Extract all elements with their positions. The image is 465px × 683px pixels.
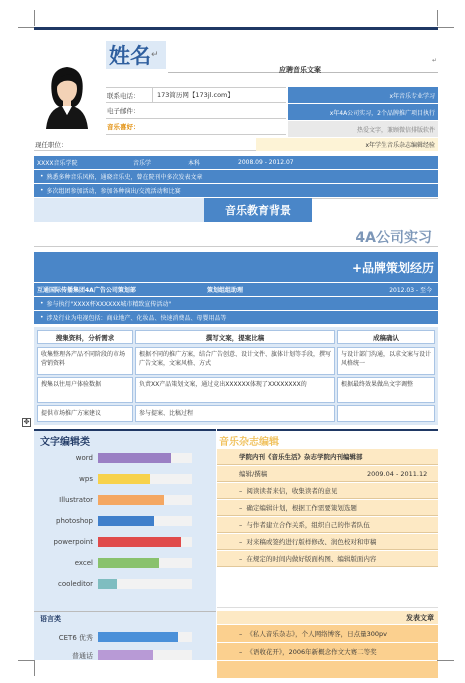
table-cell: 参与提案、比稿过程: [135, 405, 335, 422]
table-header: 搜集资料，分析需求: [37, 330, 133, 344]
crop-mark: [438, 660, 454, 661]
pub-item: – 《语收花开》，2006年新概念作文大赛二等奖: [217, 643, 438, 660]
skill-label: word: [75, 454, 93, 462]
edu-item-1: • 熟悉多种音乐风格，通晓音乐史，曾在院刊中多次发表文章: [34, 170, 438, 183]
magazine-item: – 在规定的时间内做好版面构图、编辑版面内容: [217, 551, 438, 567]
edu-school: XXXX音乐学院: [37, 160, 78, 167]
table-header: 撰写文案，提案比稿: [135, 330, 335, 344]
magazine-title: 音乐杂志编辑: [219, 437, 279, 448]
magazine-item: – 阅读读者来信，收集读者的意见: [217, 483, 438, 499]
internship-table: [34, 327, 438, 425]
skill-bar-fill: [98, 632, 178, 642]
pub-title: 发表文章: [217, 611, 438, 624]
hobby-label: 音乐喜好：: [107, 123, 140, 131]
edu-period: 2008.09 - 2012.07: [238, 159, 294, 166]
name-text: 姓名: [109, 44, 151, 68]
magazine-role: 编辑/撰稿: [239, 470, 268, 478]
magazine-period: 2009.04 - 2011.12: [367, 469, 428, 478]
table-cell: 与设计部门沟通，以求文案与设计风格统一: [337, 347, 435, 375]
skill-bar-fill: [98, 537, 181, 547]
education-title-row: [34, 198, 438, 222]
magazine-item: – 与作者建立合作关系，组织自己的作者队伍: [217, 517, 438, 533]
table-cell: 根据最终效果做出文字调整: [337, 377, 435, 403]
table-cell: 负责XX产品策划文案，通过竞出XXXXXX体现了XXXXXXXX的: [135, 377, 335, 403]
edu-degree: 本科: [188, 160, 201, 167]
company: 互通国际传播集团4A广告公司策划部: [37, 287, 136, 294]
skill-label: powerpoint: [53, 538, 93, 546]
internship-period: 2012.03 - 至今: [389, 287, 432, 294]
pub-item: – 《私人音乐杂志》，个人网络博客，日点量300pv: [217, 625, 438, 642]
brand-title-row: [34, 252, 438, 282]
magazine-list: [217, 449, 438, 677]
skill-bar-fill: [98, 579, 117, 589]
edu-major: 音乐学: [133, 160, 152, 167]
skill-bar-track: [98, 537, 192, 547]
avatar: [38, 59, 96, 129]
name-box: 姓名 ↵: [106, 41, 166, 69]
internship-title: 4A公司实习: [355, 230, 432, 246]
education-row: [34, 156, 438, 169]
highlight-2: x年4A公司实习，2个品牌推广项目执行: [288, 104, 438, 120]
highlight-4: x年学生音乐杂志编辑经验: [256, 138, 438, 151]
internship-title-row: [34, 225, 438, 247]
skill-bar-track: [98, 495, 192, 505]
crop-mark: [34, 10, 35, 26]
magazine-spacer: [217, 568, 438, 608]
lang-title: 语言类: [40, 615, 61, 623]
skill-bar-track: [98, 632, 192, 642]
education-title: 音乐教育背景: [204, 198, 312, 222]
skill-bar-fill: [98, 474, 150, 484]
internship-row: [34, 283, 438, 296]
skill-bar-track: [98, 650, 192, 660]
magazine-title-row: [217, 429, 438, 447]
skill-bar-fill: [98, 516, 154, 526]
contact-table: [106, 87, 286, 137]
skill-bar-track: [98, 558, 192, 568]
table-cell: 收集整理各产品不同阶段的市场营销资料: [37, 347, 133, 375]
skill-bar-fill: [98, 495, 164, 505]
phone-value: 173简历网【173jl.com】: [152, 87, 234, 103]
current-position-row: [34, 138, 438, 151]
magazine-item: – 确定编辑计划，根据工作需要策划选题: [217, 500, 438, 516]
internship-item-1: • 参与执行"XXXX杯XXXXXX城市精致宣传活动": [34, 297, 438, 310]
top-rule: [34, 27, 438, 30]
table-cell: 搜集以往用户体验数据: [37, 377, 133, 403]
skill-bar-track: [98, 516, 192, 526]
table-cell: 提供市场推广方案建议: [37, 405, 133, 422]
job-title: 应聘音乐文案: [279, 66, 321, 74]
skill-bar-fill: [98, 650, 153, 660]
skill-label: photoshop: [56, 517, 93, 525]
skill-bar-track: [98, 453, 192, 463]
resume-page: [23, 27, 438, 660]
skill-bar-fill: [98, 453, 171, 463]
highlight-3: 热爱文字，兼顾微信排版软件: [288, 121, 438, 137]
skills-title: 文字编辑类: [40, 437, 90, 448]
skill-bar-track: [98, 474, 192, 484]
skill-label: Illustrator: [59, 496, 93, 504]
brand-title: +品牌策划经历: [351, 260, 434, 275]
skill-label: CET6 优秀: [58, 634, 93, 642]
skills-title-row: [34, 429, 216, 447]
magazine-org: 学院内刊《音乐生活》杂志学院内刊编辑部: [217, 449, 438, 465]
magazine-role-row: [217, 466, 438, 482]
table-header: 成稿确认: [337, 330, 435, 344]
pub-item-empty: [217, 661, 438, 678]
lang-title-row: [34, 611, 216, 624]
table-cell: [337, 405, 435, 422]
role: 策划组组助理: [207, 287, 244, 294]
internship-item-2: • 涉及行业为电视包括：商业地产、化妆品、快速消费品、母婴用品等: [34, 311, 438, 324]
skill-label: 普通话: [72, 652, 93, 660]
table-move-handle-icon[interactable]: ✥: [23, 418, 30, 426]
email-label: 电子邮件：: [107, 107, 140, 115]
crop-mark: [18, 27, 34, 28]
table-cell: 根据不同的推广方案，结合广告创意、设计文件、旗体计划等手段，撰写广告文案，文案风格、方式: [135, 347, 335, 375]
skill-bar-fill: [98, 558, 159, 568]
paragraph-mark: ↵: [432, 57, 438, 64]
crop-mark: [34, 660, 35, 676]
magazine-item: – 对来稿或签约进行版样修改、润色校对和审稿: [217, 534, 438, 550]
skill-bar-track: [98, 579, 192, 589]
crop-mark: [437, 10, 438, 26]
skill-label: excel: [74, 559, 93, 567]
phone-label: 联系电话：: [107, 91, 140, 100]
current-label: 现任职位：: [35, 140, 68, 149]
edu-item-2: • 多次组团参加活动，参加各种演出/交流活动和比赛: [34, 184, 438, 197]
skill-label: wps: [79, 475, 93, 483]
skill-label: cooleditor: [58, 580, 93, 588]
crop-mark: [18, 660, 34, 661]
highlight-1: x年音乐专业学习: [288, 87, 438, 103]
crop-mark: [438, 27, 454, 28]
